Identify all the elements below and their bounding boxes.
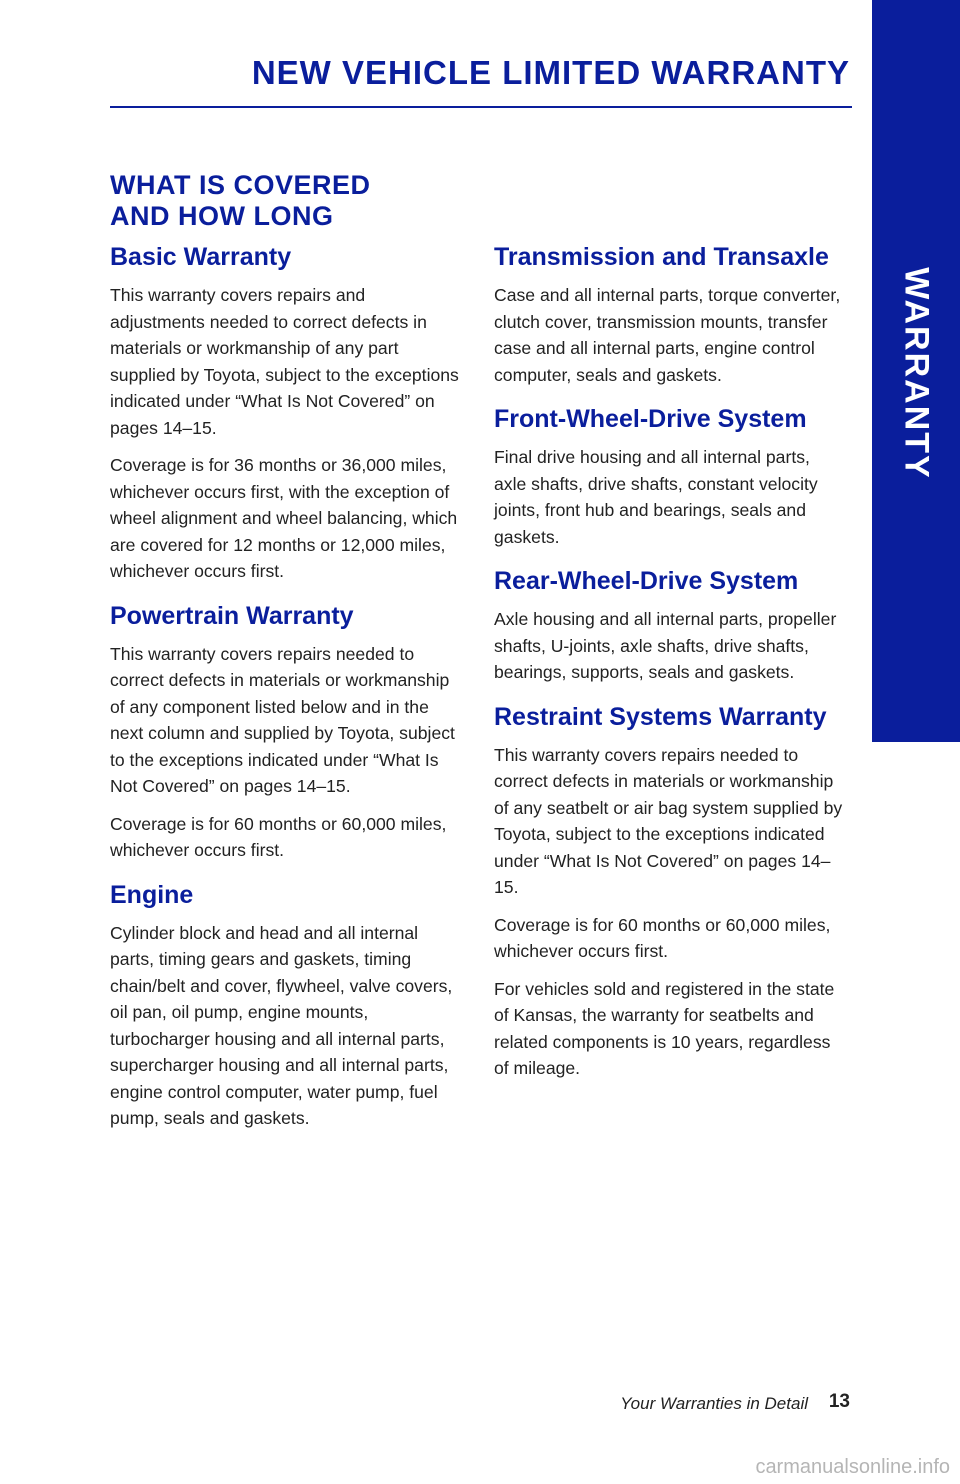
engine-section (110, 878, 460, 1132)
transmission-section (494, 240, 844, 388)
powertrain-warranty-paragraph: This warranty covers repairs needed to correct defects in materials or workmanship of any component listed below and in the next column and supplied by Toyota, subject to the exceptions indicated under “What Is Not Covered” on pages 14–15. (110, 643, 455, 796)
engine-heading: Engine (110, 880, 194, 909)
rear-wheel-drive-section (494, 564, 844, 686)
rear-wheel-drive-heading: Rear-Wheel-Drive System (494, 567, 799, 595)
front-wheel-drive-paragraph: Final drive housing and all internal parts, axle shafts, drive shafts, constant velocity joints, front hub and bearings, seals and gaskets. (494, 447, 818, 547)
engine-paragraph: Cylinder block and head and all internal parts, timing gears and gaskets, timing chain/belt and cover, flywheel, valve covers, oil pan, oil pump, engine mounts, turbocharger housing and all internal parts, supercharger housing and all internal parts, engine control computer, water pump, fuel pump, seals and gaskets. (110, 922, 453, 1128)
basic-warranty-paragraph: This warranty covers repairs and adjustments needed to correct defects in materials or workmanship of any part supplied by Toyota, subject to the exceptions indicated under “What Is Not Covered” on pages 14–15. (110, 285, 459, 438)
section-heading (110, 170, 371, 232)
restraint-systems-heading: Restraint Systems Warranty (494, 702, 827, 731)
title-divider (110, 106, 852, 108)
restraint-systems-section (494, 700, 844, 1082)
basic-warranty-section (110, 240, 460, 585)
basic-warranty-heading: Basic Warranty (110, 243, 292, 271)
section-heading-line2: AND HOW LONG (110, 201, 334, 231)
powertrain-warranty-coverage: Coverage is for 60 months or 60,000 miles, whichever occurs first. (110, 813, 447, 860)
transmission-paragraph: Case and all internal parts, torque converter, clutch cover, transmission mounts, transfer case and all internal parts, engine control computer, seals and gaskets. (494, 285, 841, 385)
side-tab (872, 0, 960, 742)
restraint-systems-kansas-note: For vehicles sold and registered in the state of Kansas, the warranty for seatbelts and related components is 10 years, regardless of mileage. (494, 978, 835, 1078)
rear-wheel-drive-paragraph: Axle housing and all internal parts, propeller shafts, U-joints, axle shafts, drive shafts, bearings, supports, seals and gaskets. (494, 609, 837, 682)
basic-warranty-coverage: Coverage is for 36 months or 36,000 miles, whichever occurs first, with the exception of wheel alignment and wheel balancing, which are covered for 12 months or 12,000 miles, whichever occurs first. (110, 455, 458, 581)
watermark: carmanualsonline.info (755, 1456, 950, 1478)
front-wheel-drive-heading: Front-Wheel-Drive System (494, 405, 807, 433)
powertrain-warranty-heading: Powertrain Warranty (110, 601, 354, 630)
transmission-heading: Transmission and Transaxle (494, 243, 829, 271)
footer-section-title: Your Warranties in Detail (620, 1394, 808, 1413)
powertrain-warranty-section (110, 599, 460, 864)
side-tab-label: WARRANTY (897, 266, 936, 480)
left-column (110, 240, 460, 1146)
page-title: NEW VEHICLE LIMITED WARRANTY (251, 54, 850, 91)
front-wheel-drive-section (494, 402, 844, 550)
restraint-systems-paragraph: This warranty covers repairs needed to correct defects in materials or workmanship of any seatbelt or air bag system supplied by Toyota, subject to the exceptions indicated under “What Is Not Covered” on pages 14–15. (494, 744, 843, 897)
section-heading-line1: WHAT IS COVERED (110, 170, 371, 200)
side-tab-label-wrap (872, 266, 960, 480)
page-number: 13 (828, 1391, 850, 1412)
right-column (494, 240, 844, 1096)
restraint-systems-coverage: Coverage is for 60 months or 60,000 miles, whichever occurs first. (494, 914, 831, 961)
